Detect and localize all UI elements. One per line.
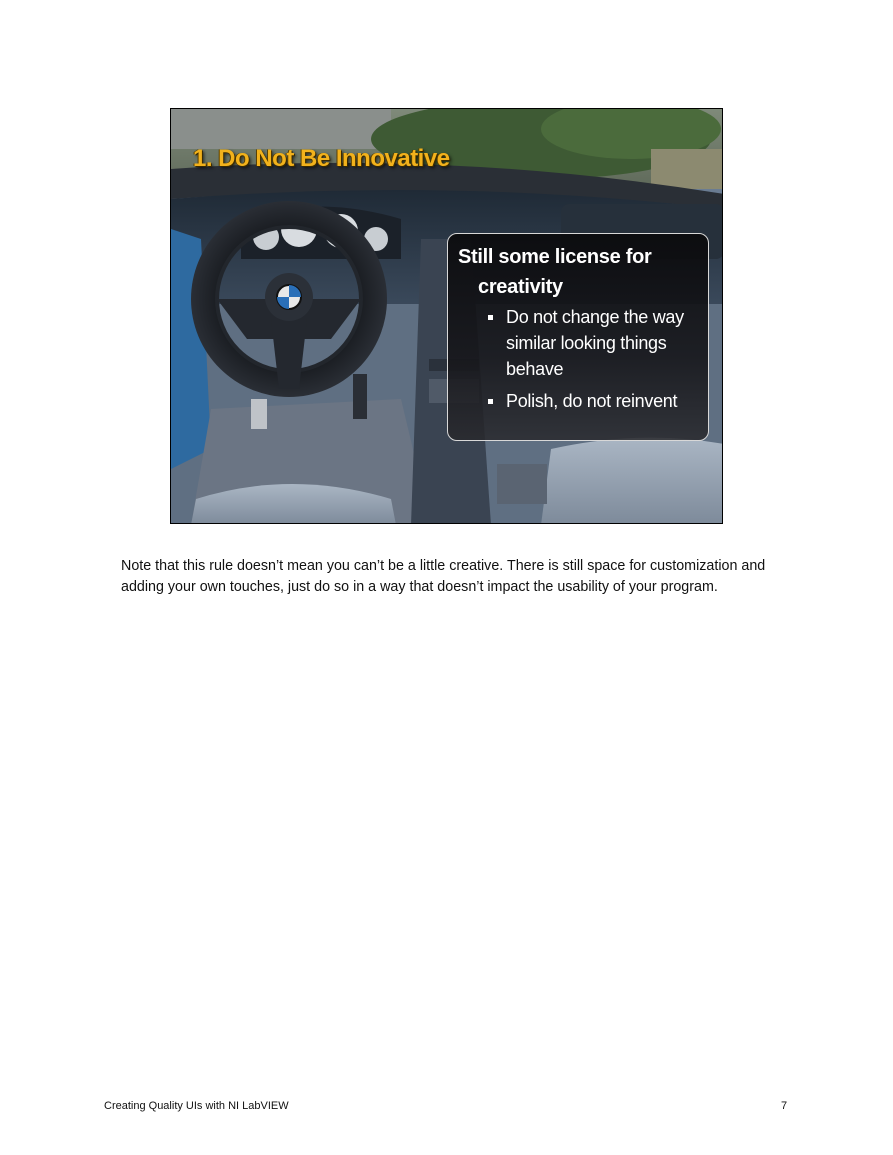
square-bullet-icon [488,315,493,320]
callout-bullet-text: Polish, do not reinvent [506,391,678,411]
callout-bullet-item [488,388,698,414]
square-bullet-icon [488,399,493,404]
slide-callout-box [447,233,709,441]
slide-image [170,108,723,524]
footer-page-number: 7 [781,1100,788,1112]
callout-bullet-text: Do not change the way similar looking things behave [506,307,684,379]
callout-lead-text: Still some license for creativity [458,246,652,298]
slide-title: 1. Do Not Be Innovative [193,145,450,172]
callout-bullet-item [488,304,698,382]
footer-document-title: Creating Quality UIs with NI LabVIEW [104,1100,289,1112]
body-paragraph: Note that this rule doesn’t mean you can’t be a little creative. There is still space for customization and adding your own touches, just do so in a way that doesn’t impact the usability of your program. [121,558,766,595]
callout-bullet-list [458,304,698,414]
